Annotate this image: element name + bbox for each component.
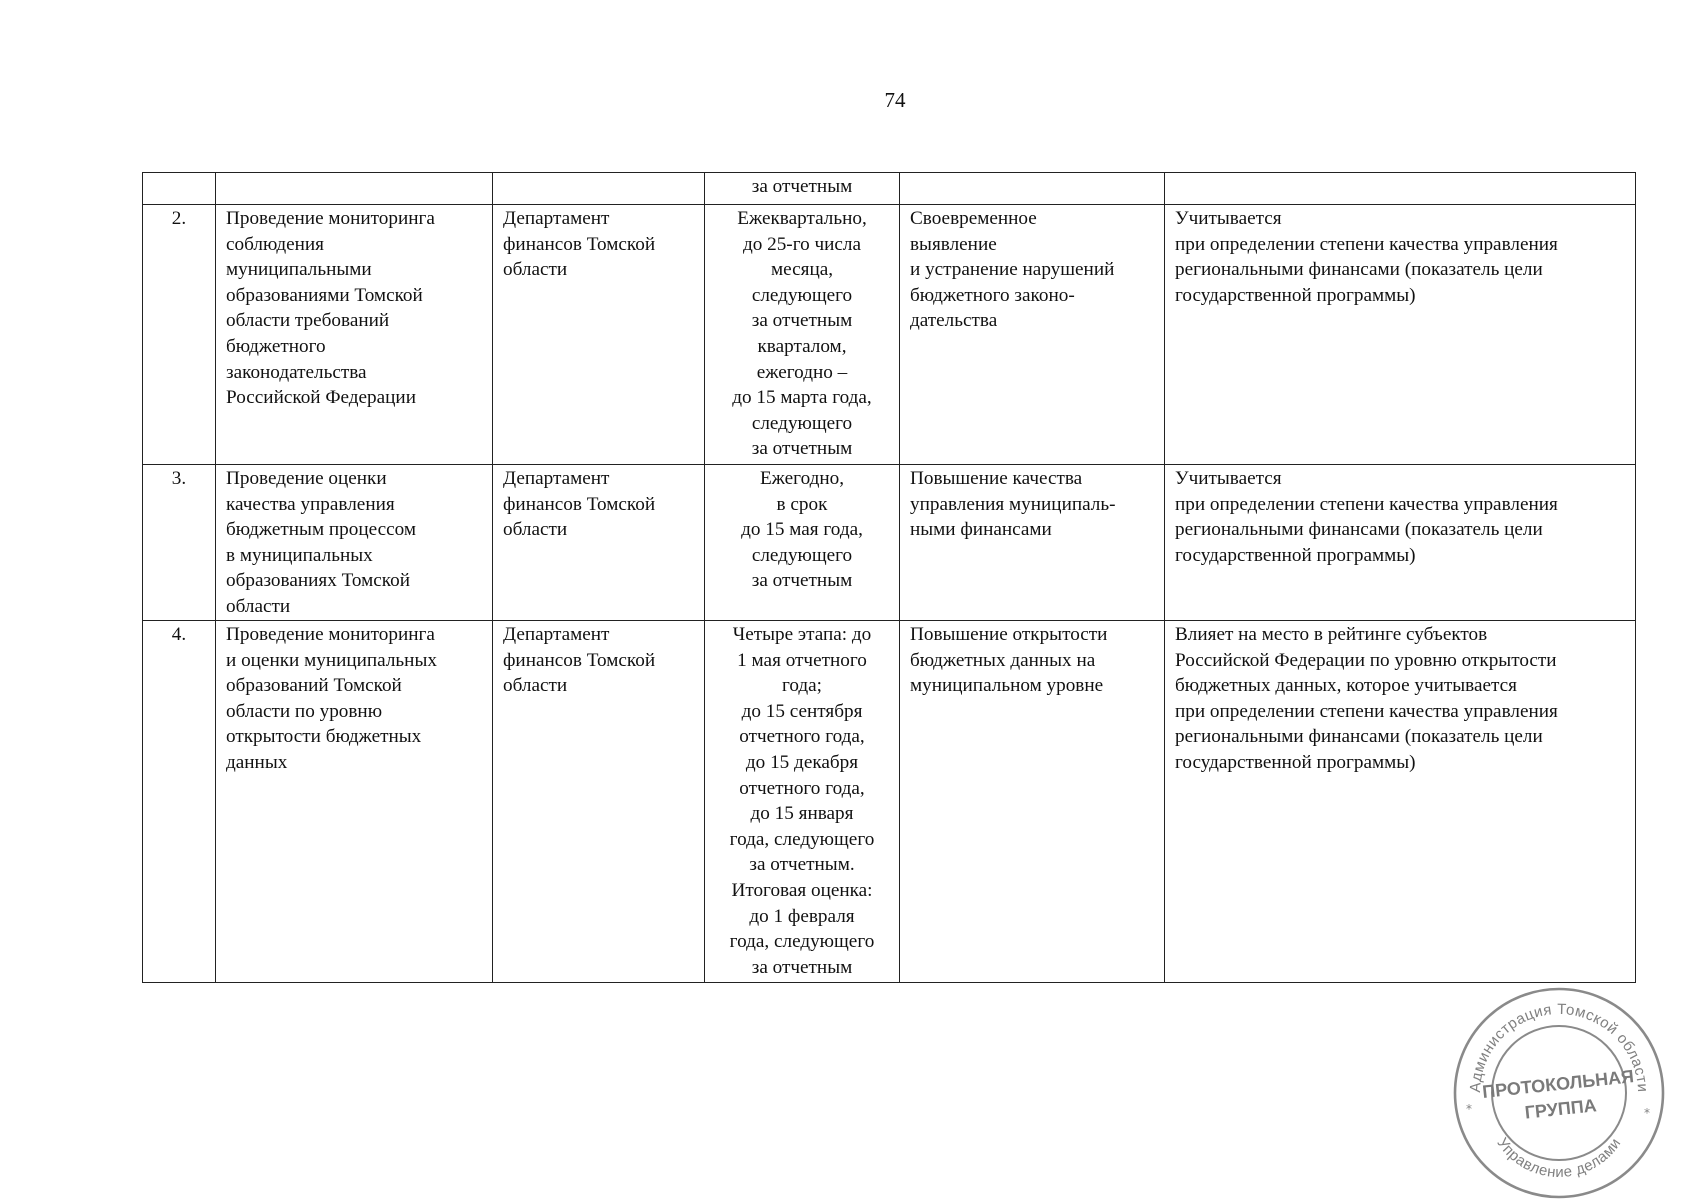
indicator-line: государственной программы) [1175, 544, 1416, 566]
period-line: до 15 декабря [745, 751, 859, 773]
action-line: образованиях Томской [226, 570, 410, 592]
cell-period [705, 173, 900, 205]
period-line: до 15 сентября [741, 700, 863, 722]
indicator-line: Российской Федерации по уровню открытости [1175, 649, 1557, 671]
action-line: данных [226, 751, 288, 773]
result-line: Повышение качества [910, 468, 1083, 489]
cell-result [900, 205, 1165, 465]
period-line: 1 мая отчетного [737, 649, 867, 671]
stamp-star-right: * [1644, 1106, 1650, 1120]
period-line: за отчетным. [749, 854, 855, 876]
indicator-line: региональными финансами (показатель цели [1175, 519, 1543, 541]
cell-num [143, 173, 216, 205]
result-line: и устранение нарушений [910, 259, 1115, 281]
executor-line: области [503, 259, 568, 281]
action-line: бюджетного [226, 335, 326, 357]
result-line: выявление [910, 233, 997, 255]
action-line: муниципальными [226, 259, 372, 281]
cell-executor [493, 205, 705, 465]
indicator-line: при определении степени качества управления [1175, 493, 1558, 515]
result-line: управления муниципаль- [910, 493, 1116, 515]
period-line: следующего [751, 412, 853, 434]
table-row-continuation [143, 173, 1636, 205]
period-line: в срок [776, 493, 828, 515]
action-line: области по уровню [226, 700, 383, 722]
cell-num: 3. [143, 465, 216, 621]
indicator-line: государственной программы) [1175, 751, 1416, 773]
cell-period [705, 465, 900, 621]
period-line: отчетного года, [739, 726, 865, 748]
action-line: Российской Федерации [226, 387, 416, 409]
period-line: ежегодно – [756, 361, 848, 383]
action-line: Проведение оценки [226, 468, 387, 489]
action-line: Проведение мониторинга [226, 624, 435, 645]
protocol-group-stamp [1452, 986, 1666, 1200]
action-line: открытости бюджетных [226, 726, 422, 748]
cell-executor [493, 465, 705, 621]
stamp-ring-text-bottom: Управление делами [1493, 1134, 1625, 1182]
cell-period [705, 621, 900, 983]
action-line: Проведение мониторинга [226, 208, 435, 229]
indicator-line: региональными финансами (показатель цели [1175, 726, 1543, 748]
period-line: Ежеквартально, [737, 208, 867, 229]
executor-line: Департамент [503, 468, 610, 489]
executor-line: финансов Томской [503, 493, 656, 515]
executor-line: финансов Томской [503, 233, 656, 255]
cell-action [216, 205, 493, 465]
period-line: кварталом, [757, 335, 847, 357]
cell-indicator [1165, 205, 1636, 465]
period-line: месяца, [770, 259, 834, 281]
cell-result [900, 173, 1165, 205]
indicator-line: Учитывается [1175, 468, 1282, 489]
indicator-line: бюджетных данных, которое учитывается [1175, 675, 1517, 697]
period-line: до 25-го числа [742, 233, 862, 255]
period-line: следующего [751, 544, 853, 566]
action-line: качества управления [226, 493, 395, 515]
cell-indicator [1165, 173, 1636, 205]
period-line: Итоговая оценка: [731, 879, 873, 901]
indicator-line: региональными финансами (показатель цели [1175, 259, 1543, 281]
indicator-line: Учитывается [1175, 208, 1282, 229]
period-line: за отчетным [751, 956, 853, 978]
result-line: Своевременное [910, 208, 1037, 229]
period-line: до 15 января [750, 803, 854, 825]
indicator-line: государственной программы) [1175, 284, 1416, 306]
stamp-ring-text-top: Администрация Томской области [1466, 1000, 1652, 1093]
period-line: за отчетным [751, 570, 853, 592]
period-line: за отчетным [751, 310, 853, 332]
action-line: в муниципальных [226, 544, 373, 566]
cell-action [216, 465, 493, 621]
period-line: года, следующего [729, 931, 875, 953]
page-number: 74 [884, 88, 906, 112]
result-line: бюджетного законо- [910, 284, 1075, 306]
table-row [143, 621, 1636, 983]
result-line: ными финансами [910, 519, 1052, 541]
cell-result [900, 465, 1165, 621]
indicator-line: Влияет на место в рейтинге субъектов [1175, 624, 1488, 645]
stamp-star-left: * [1466, 1102, 1472, 1116]
stamp-center-line1: ПРОТОКОЛЬНАЯ [1481, 1066, 1635, 1102]
period-line: отчетного года, [739, 777, 865, 799]
measures-table [142, 172, 1636, 983]
cell-indicator [1165, 465, 1636, 621]
executor-line: финансов Томской [503, 649, 656, 671]
indicator-line: при определении степени качества управления [1175, 233, 1558, 255]
cell-result [900, 621, 1165, 983]
period-line: до 15 мая года, [741, 519, 863, 541]
result-line: дательства [910, 310, 998, 332]
cell-period [705, 205, 900, 465]
period-line: года; [781, 675, 823, 697]
period-line: за отчетным [751, 438, 853, 460]
action-line: образованиями Томской [226, 284, 423, 306]
table-row [143, 205, 1636, 465]
period-line: до 1 февраля [749, 905, 855, 927]
cell-executor [493, 173, 705, 205]
action-line: законодательства [226, 361, 367, 383]
executor-line: области [503, 519, 568, 541]
stamp-center-line2: ГРУППА [1523, 1095, 1598, 1123]
cell-num: 4. [143, 621, 216, 983]
cell-executor [493, 621, 705, 983]
action-line: и оценки муниципальных [226, 649, 437, 671]
executor-line: Департамент [503, 208, 610, 229]
period-line: Ежегодно, [759, 468, 845, 489]
cell-num: 2. [143, 205, 216, 465]
result-line: бюджетных данных на [910, 649, 1096, 671]
executor-line: области [503, 675, 568, 697]
action-line: бюджетным процессом [226, 519, 417, 541]
cell-action [216, 173, 493, 205]
period-line: года, следующего [729, 828, 875, 850]
indicator-line: при определении степени качества управления [1175, 700, 1558, 722]
action-line: образований Томской [226, 675, 402, 697]
period-line: Четыре этапа: до [732, 624, 872, 645]
executor-line: Департамент [503, 624, 610, 645]
action-line: области [226, 595, 291, 617]
table-row [143, 465, 1636, 621]
cell-action [216, 621, 493, 983]
action-line: соблюдения [226, 233, 324, 255]
result-line: Повышение открытости [910, 624, 1108, 645]
period-line: за отчетным [751, 176, 853, 197]
action-line: области требований [226, 310, 390, 332]
period-line: следующего [751, 284, 853, 306]
result-line: муниципальном уровне [910, 675, 1104, 697]
cell-indicator [1165, 621, 1636, 983]
period-line: до 15 марта года, [732, 387, 872, 409]
